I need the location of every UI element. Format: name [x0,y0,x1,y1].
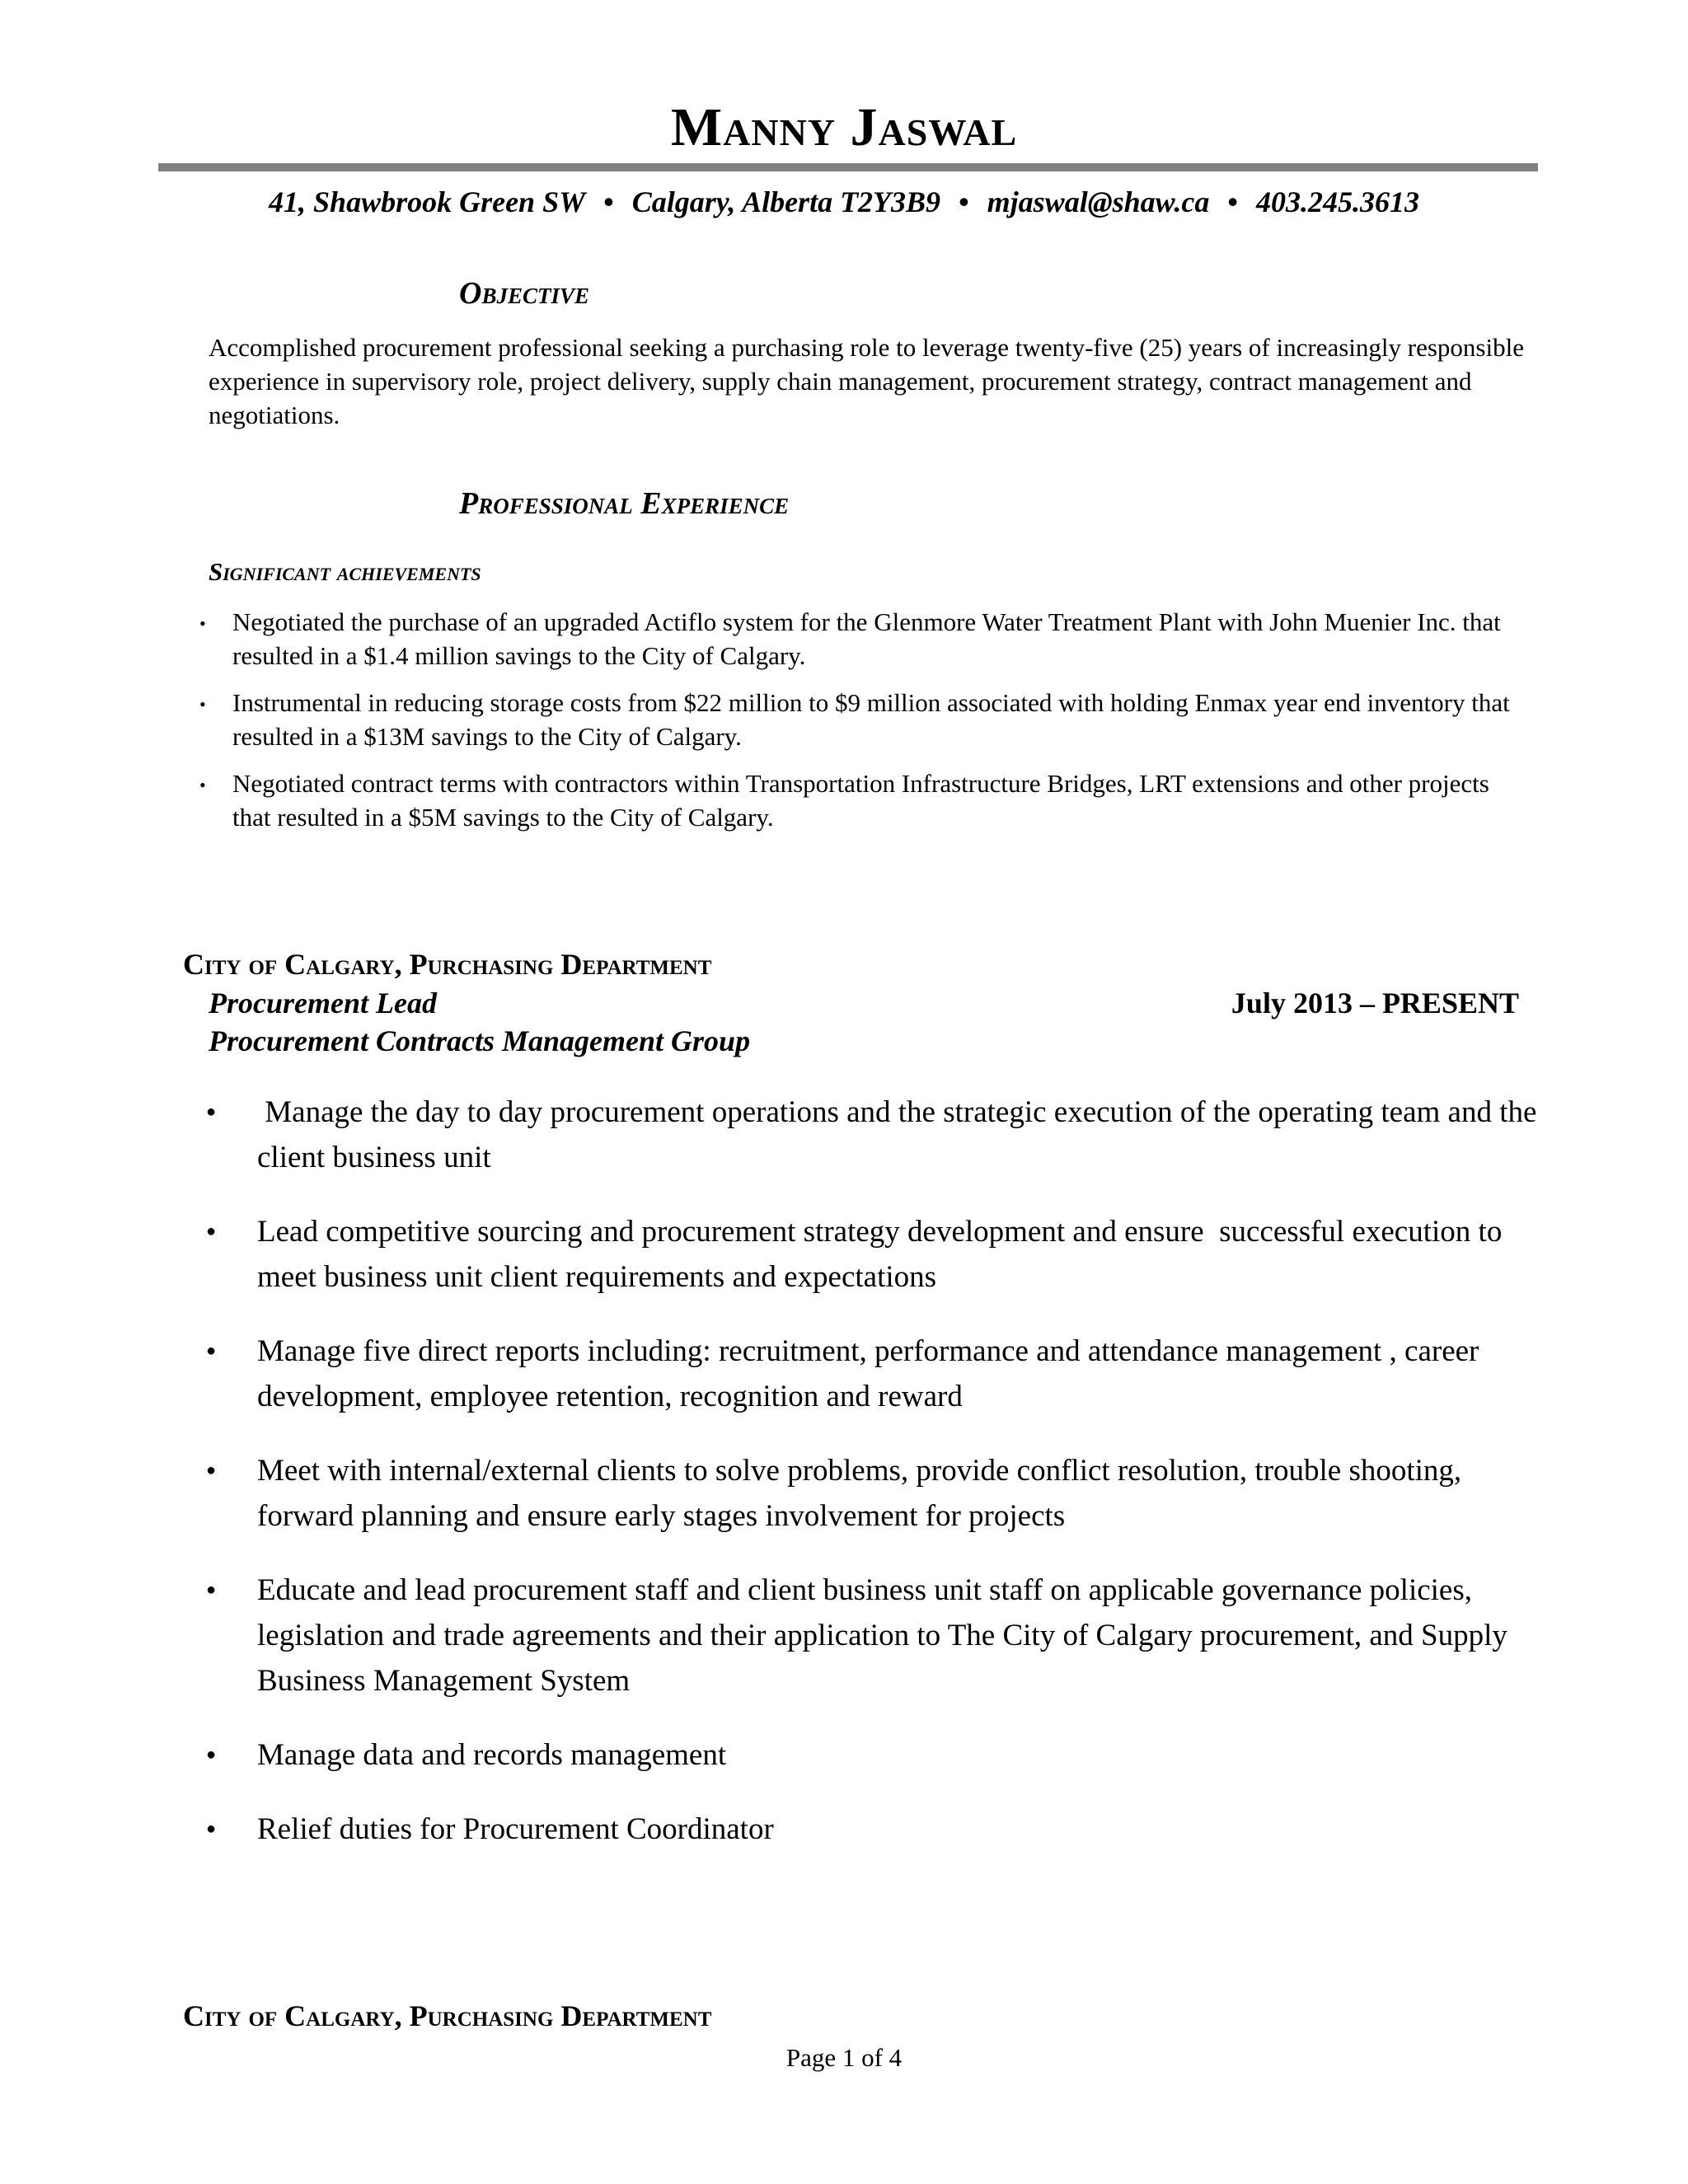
duty-item: ● Manage five direct reports including: recruitment, performance and attendance management , career development, employee retention, recognition and reward [206,1329,1541,1419]
job-group: Procurement Contracts Management Group [209,1024,751,1057]
name-divider [158,163,1538,171]
experience-heading: Professional Experience [459,486,790,521]
achievement-item: • Negotiated contract terms with contractors within Transportation Infrastructure Bridges, LRT extensions and other projects that resulted in a $5M savings to the City of Calgary. [198,766,1533,834]
resume-name: Manny Jaswal [670,97,1018,157]
bullet-separator: • [959,185,969,218]
job-title: Procurement Lead [209,987,437,1019]
achievements-list [198,605,1533,847]
contact-line [0,185,1688,220]
contact-email[interactable]: mjaswal@shaw.ca [987,185,1210,218]
duty-item: ● Manage the day to day procurement operations and the strategic execution of the operating team and the client business unit [206,1090,1541,1180]
contact-phone: 403.245.3613 [1255,185,1419,218]
bullet-separator: • [603,185,614,218]
objective-text: Accomplished procurement professional seeking a purchasing role to leverage twenty-five (25) years of increasingly responsible experience in supervisory role, project delivery, supply chain management, procurement strategy, contract management and negotiations. [209,333,1524,429]
duty-item: ● Meet with internal/external clients to solve problems, provide conflict resolution, trouble shooting, forward planning and ensure early stages involvement for projects [206,1448,1541,1539]
duties-list [206,1090,1545,1881]
job-dates: July 2013 – PRESENT [1231,987,1519,1019]
page-number: Page 1 of 4 [785,2043,903,2072]
achievement-item: • Negotiated the purchase of an upgraded Actiflo system for the Glenmore Water Treatment Plant with John Muenier Inc. that resulted in a $1.4 million savings to the City of Calgary. [198,605,1533,673]
employer-name: City of Calgary, Purchasing Department [183,1999,712,2032]
duty-item: ● Educate and lead procurement staff and client business unit staff on applicable governance policies, legislation and trade agreements and their application to The City of Calgary procurement, and Supply Business Management System [206,1568,1541,1704]
duty-item: ● Relief duties for Procurement Coordinator [206,1807,1541,1852]
objective-heading: Objective [459,276,589,311]
contact-city: Calgary, Alberta T2Y3B9 [631,185,941,218]
achievements-heading: Significant achievements [209,557,481,586]
contact-address: 41, Shawbrook Green SW [269,185,586,218]
duty-item: ● Manage data and records management [206,1732,1541,1778]
employer-name: City of Calgary, Purchasing Department [183,948,712,981]
duty-item: ● Lead competitive sourcing and procurement strategy development and ensure successful execution to meet business unit client requirements and expectations [206,1209,1541,1300]
bullet-separator: • [1227,185,1238,218]
achievement-item: • Instrumental in reducing storage costs from $22 million to $9 million associated with holding Enmax year end inventory that resulted in a $13M savings to the City of Calgary. [198,686,1533,753]
